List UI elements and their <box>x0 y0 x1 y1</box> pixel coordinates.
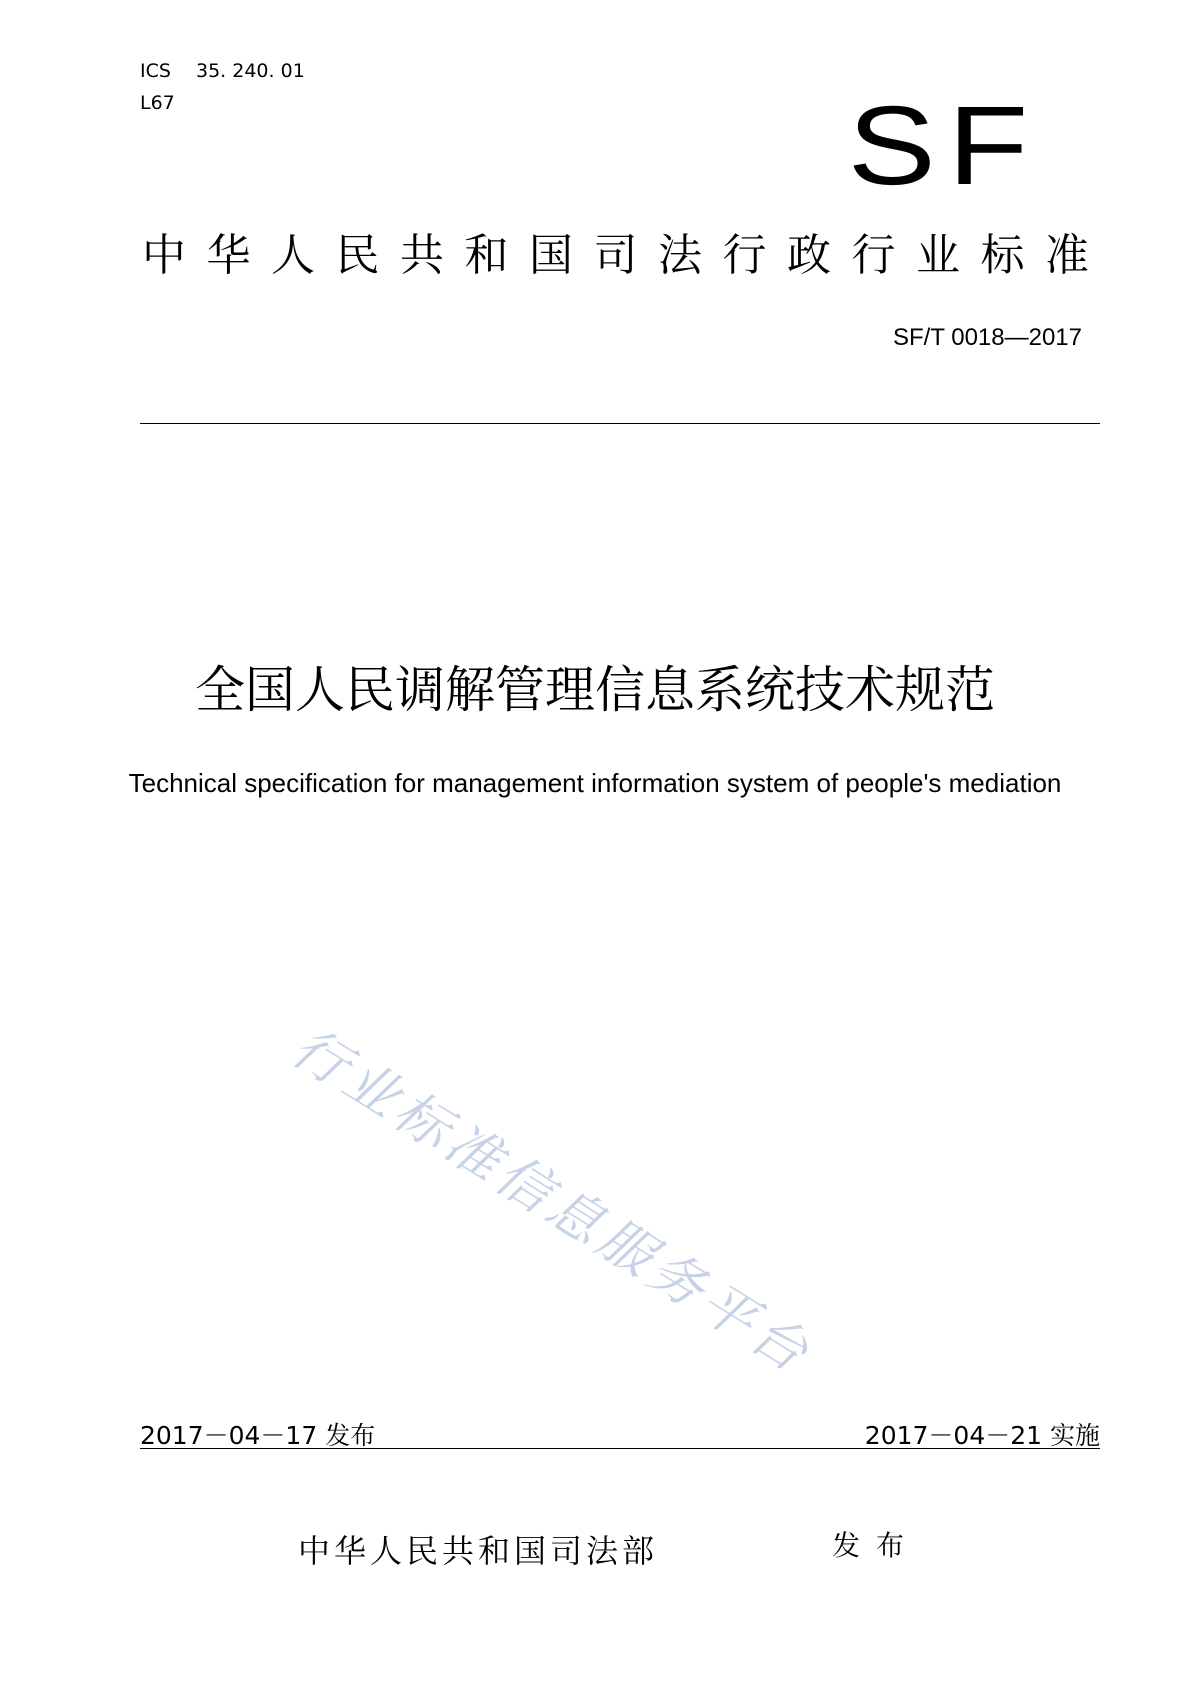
issuer-name: 中华人民共和国司法部 <box>298 1532 659 1570</box>
issue-date: 2017－04－17 发布 <box>140 1421 376 1450</box>
effective-date: 2017－04－21 实施 <box>864 1421 1100 1450</box>
ics-code: 35. 240. 01 <box>196 60 305 82</box>
classification-code: L67 <box>140 92 175 114</box>
standard-category: 中华人民共和国司法行政行业标准 <box>142 230 1110 281</box>
title-chinese: 全国人民调解管理信息系统技术规范 <box>195 661 995 719</box>
sf-logo: SF <box>847 83 1040 208</box>
title-english: Technical specification for management information system of people's mediation <box>128 768 1062 798</box>
watermark: 行业标准信息服务平台 <box>281 1015 824 1387</box>
standard-number: SF/T 0018—2017 <box>892 324 1082 351</box>
publish-label: 发布 <box>832 1529 921 1562</box>
top-divider <box>140 423 1100 424</box>
ics-label: ICS <box>140 60 171 82</box>
bottom-divider <box>140 1448 1100 1449</box>
